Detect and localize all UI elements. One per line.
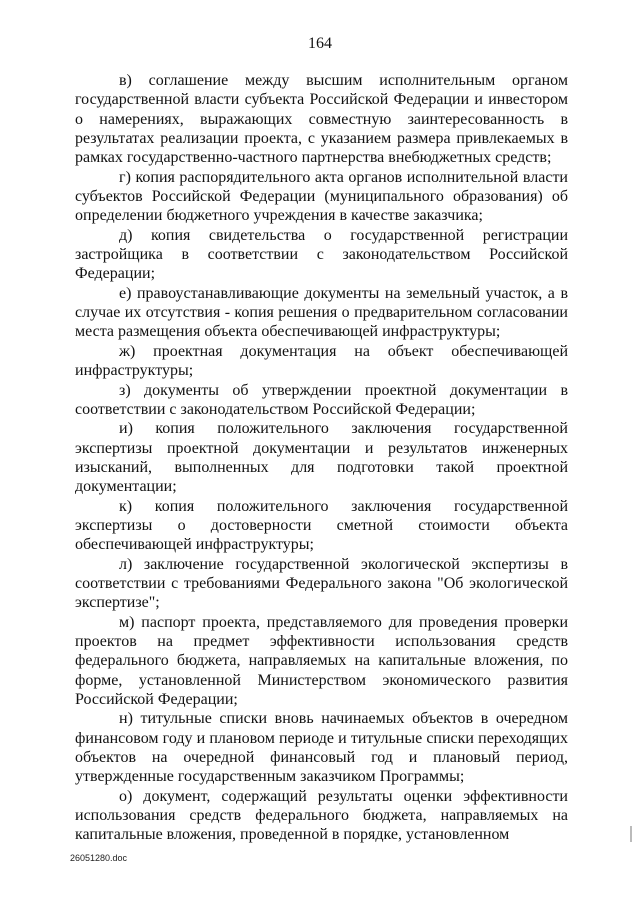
- paragraph-e: е) правоустанавливающие документы на земельный участок, а в случае их отсутствия - копия решения о предварительном согласовании места размещения объекта обеспечивающей инфраструктуры;: [75, 284, 568, 341]
- page-number: 164: [308, 35, 332, 52]
- paragraph-v: в) соглашение между высшим исполнительным органом государственной власти субъекта Российской Федерации и инвестором о намерениях, выражающих совместную заинтересованность в результатах реализации проекта, с указанием размера привлекаемых в рамках государственно-частного партнерства внебюджетных средств;: [75, 72, 568, 167]
- scan-mark: [630, 826, 632, 842]
- paragraph-l: л) заключение государственной экологической экспертизы в соответствии с требованиями Федерального закона "Об экологической экспертизе";: [75, 555, 568, 612]
- paragraph-z: з) документы об утверждении проектной документации в соответствии с законодательством Российской Федерации;: [75, 381, 568, 418]
- paragraph-g: г) копия распорядительного акта органов исполнительной власти субъектов Российской Федерации (муниципального образования) об определении бюджетного учреждения в качестве заказчика;: [75, 168, 568, 225]
- paragraph-zh: ж) проектная документация на объект обеспечивающей инфраструктуры;: [75, 342, 568, 380]
- paragraph-i: и) копия положительного заключения государственной экспертизы проектной документации и результатов инженерных изысканий, выполненных для подготовки такой проектной документации;: [75, 420, 568, 496]
- paragraph-o: о) документ, содержащий результаты оценки эффективности использования средств федерального бюджета, направляемых на капитальные вложения, проведенной в порядке, установленном: [75, 787, 568, 844]
- paragraph-n: н) титульные списки вновь начинаемых объектов в очередном финансовом году и плановом периоде и титульные списки переходящих объектов на очередной финансовый год и плановый период, утвержденные государственным заказчиком Программы;: [75, 710, 568, 786]
- paragraph-d: д) копия свидетельства о государственной регистрации застройщика в соответствии с законодательством Российской Федерации;: [75, 226, 568, 283]
- paragraph-m: м) паспорт проекта, представляемого для проведения проверки проектов на предмет эффективности использования средств федерального бюджета, направляемых на капитальные вложения, по форме, установленной Министерством экономического развития Российской Федерации;: [75, 613, 568, 708]
- paragraph-k: к) копия положительного заключения государственной экспертизы о достоверности сметной стоимости объекта обеспечивающей инфраструктуры;: [75, 497, 568, 554]
- footer-filename: 26051280.doc: [70, 853, 128, 863]
- document-body: [75, 71, 568, 845]
